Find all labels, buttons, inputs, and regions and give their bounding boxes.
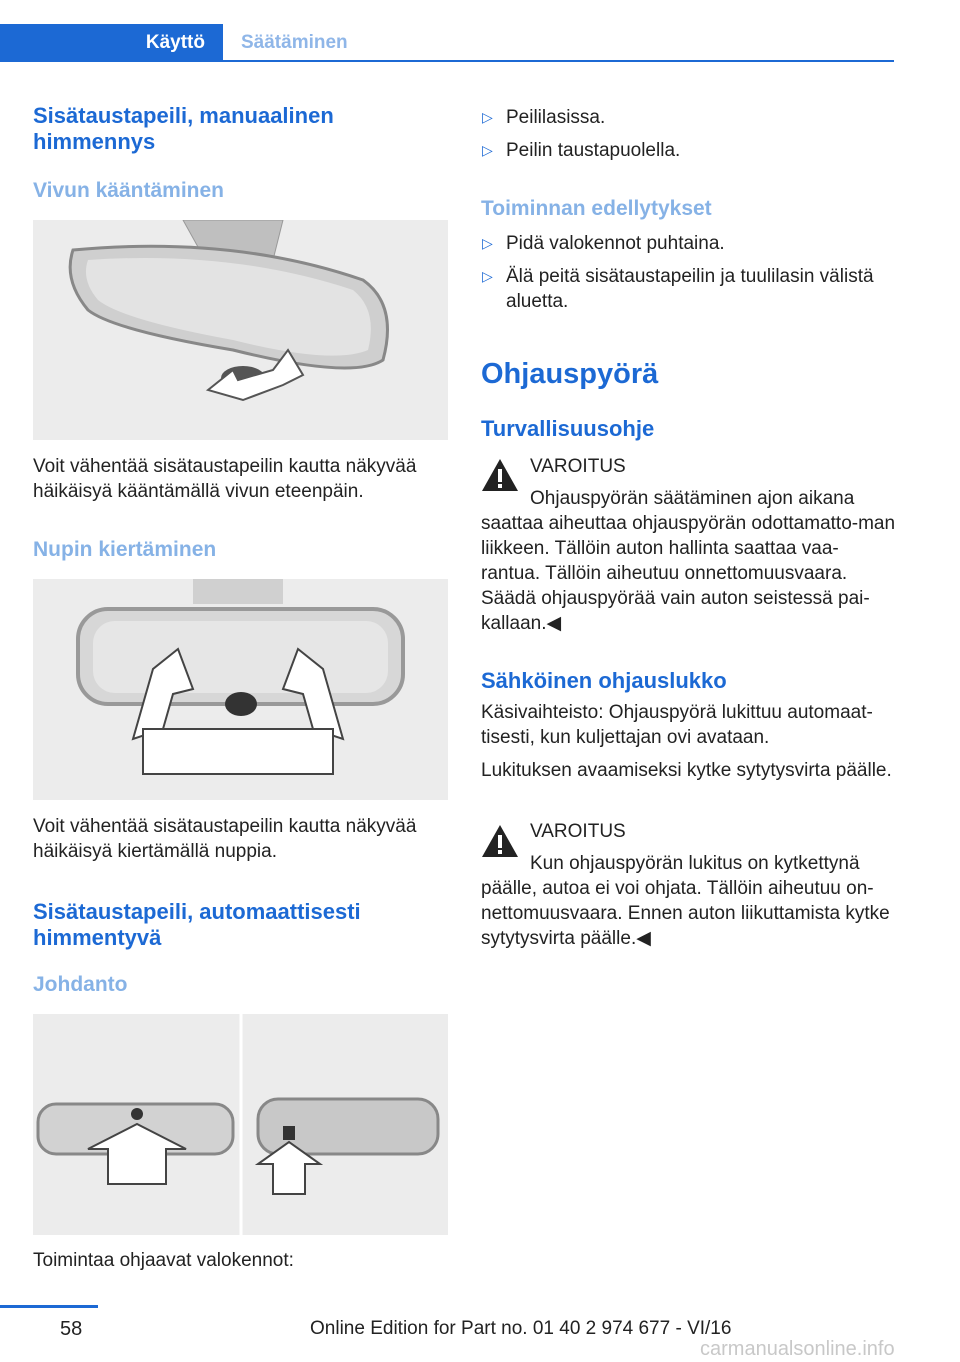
paragraph-lock-2: Lukituksen avaamiseksi kytke sytytysvirta päälle.	[481, 760, 892, 781]
list-item: ▷ Peilin taustapuolella.	[482, 140, 681, 161]
bullet-triangle-icon: ▷	[482, 235, 493, 251]
subheading-requirements: Toiminnan edellytykset	[481, 197, 712, 220]
warning-text: Ohjauspyörän säätäminen ajon aikana saattaa aiheuttaa ohjauspyörän odottamatto-man liikkeen. Tällöin auton hallinta saattaa vaa-rantua. Tällöin aiheutuu onnettomuusvaara. Säädä ohjauspyörää vain auton seistessä pai-kallaan.◀	[481, 488, 896, 634]
subheading-intro: Johdanto	[33, 973, 128, 996]
warning-title: VAROITUS	[530, 821, 626, 842]
bullet-triangle-icon: ▷	[482, 268, 493, 284]
figure-mirror-knob	[33, 579, 448, 800]
figure-mirror-sensors	[33, 1014, 448, 1235]
paragraph-lock-1: Käsivaihteisto: Ohjauspyörä lukittuu automaat-tisesti, kun kuljettajan ovi avataan.	[481, 702, 873, 748]
footer-accent-line	[0, 1305, 98, 1308]
watermark: carmanualsonline.info	[700, 1338, 895, 1360]
heading-auto-dimming: Sisätaustapeili, automaattisesti himmentyvä	[33, 899, 361, 950]
section-title-steering-wheel: Ohjauspyörä	[481, 358, 659, 390]
page-number: 58	[60, 1318, 83, 1340]
paragraph-sensors: Toimintaa ohjaavat valokennot:	[33, 1250, 294, 1271]
heading-manual-dimming: Sisätaustapeili, manuaalinen himmennys	[33, 103, 334, 154]
bullet-triangle-icon: ▷	[482, 142, 493, 158]
list-item: ▷ Peililasissa.	[482, 107, 606, 128]
heading-safety: Turvallisuusohje	[481, 416, 655, 441]
header-tabs	[0, 24, 894, 62]
footer-edition: Online Edition for Part no. 01 40 2 974 677 - VI/16	[310, 1318, 732, 1339]
tab-kaytto[interactable]: Käyttö	[0, 24, 223, 62]
header-divider	[0, 60, 894, 62]
heading-electric-lock: Sähköinen ohjauslukko	[481, 668, 727, 693]
bullet-triangle-icon: ▷	[482, 109, 493, 125]
list-item: ▷ Älä peitä sisätaustapeilin ja tuulilasin välistä aluetta.	[482, 266, 874, 312]
paragraph-lever: Voit vähentää sisätaustapeilin kautta näkyvää häikäisyä kääntämällä vivun eteenpäin.	[33, 456, 417, 502]
warning-text: Kun ohjauspyörän lukitus on kytkettynä päälle, autoa ei voi ohjata. Tällöin aiheutuu on-nettomuusvaara. Ennen auton liikuttamista kytke sytytysvirta päälle.◀	[481, 853, 890, 949]
subheading-knob: Nupin kiertäminen	[33, 538, 217, 561]
tab-saataminen[interactable]: Säätäminen	[241, 32, 348, 53]
paragraph-knob: Voit vähentää sisätaustapeilin kautta näkyvää häikäisyä kiertämällä nuppia.	[33, 816, 417, 862]
warning-title: VAROITUS	[530, 456, 626, 477]
figure-mirror-lever	[33, 220, 448, 440]
subheading-lever: Vivun kääntäminen	[33, 179, 225, 202]
list-item: ▷ Pidä valokennot puhtaina.	[482, 233, 725, 254]
